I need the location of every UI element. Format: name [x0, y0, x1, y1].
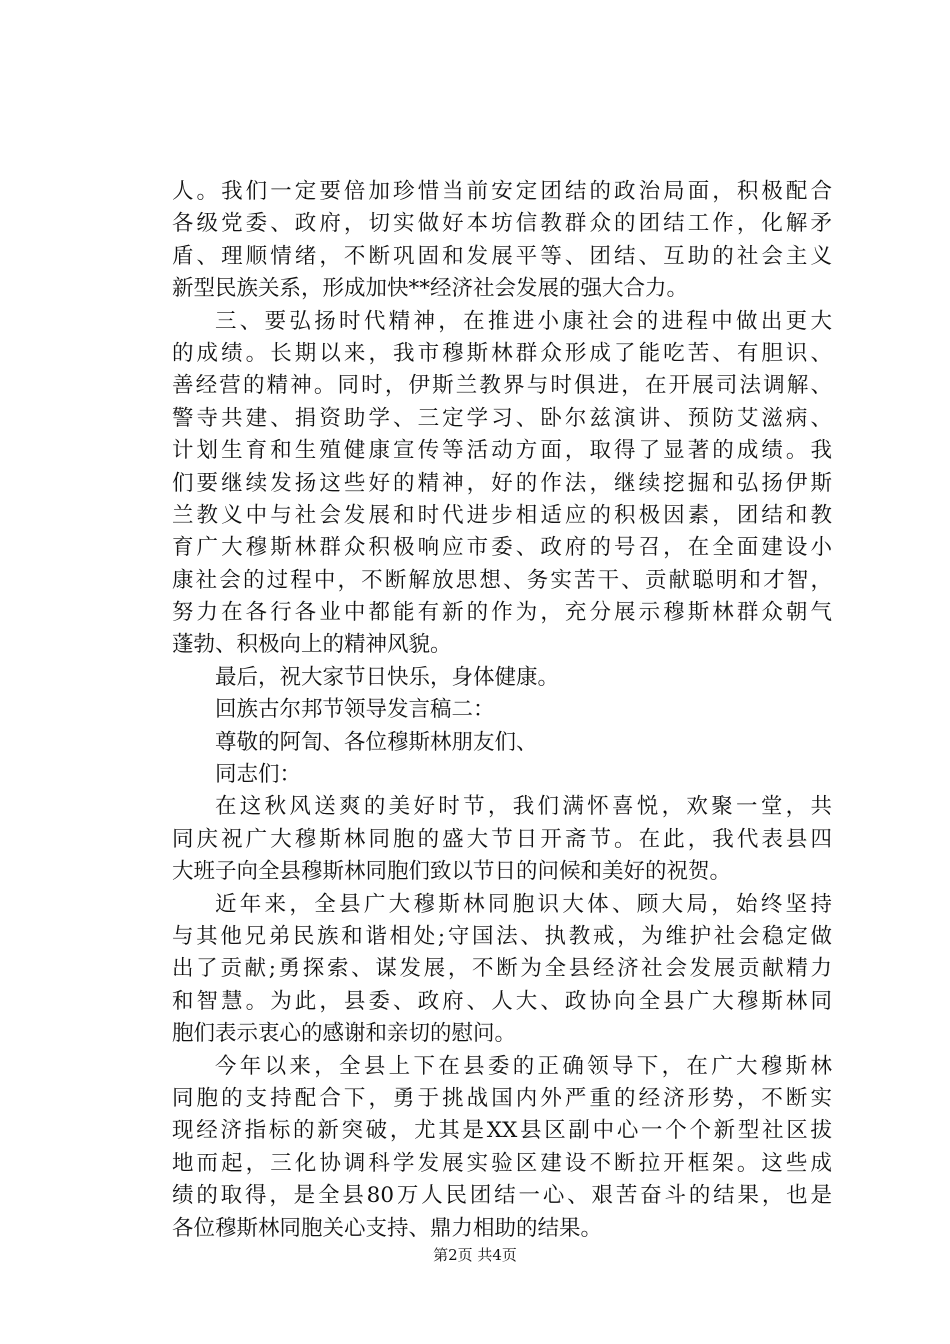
text-line: 各位穆斯林同胞关心支持、鼎力相助的结果。: [172, 1215, 603, 1241]
text-line: 盾、理顺情绪，不断巩固和发展平等、团结、互助的社会主义: [172, 243, 832, 269]
text-line: 的成绩。长期以来，我市穆斯林群众形成了能吃苦、有胆识、: [172, 340, 832, 366]
text-line: 出了贡献;勇探索、谋发展，不断为全县经济社会发展贡献精力: [172, 956, 832, 982]
text-line: 兰教义中与社会发展和时代进步相适应的积极因素，团结和教: [172, 502, 832, 528]
text-line: 绩的取得，是全县80万人民团结一心、艰苦奋斗的结果，也是: [172, 1183, 832, 1209]
text-line: 近年来，全县广大穆斯林同胞识大体、顾大局，始终坚持: [215, 891, 832, 917]
text-line: 警寺共建、捐资助学、三定学习、卧尔兹演讲、预防艾滋病、: [172, 405, 832, 431]
text-line: 各级党委、政府，切实做好本坊信教群众的团结工作，化解矛: [172, 211, 832, 237]
text-line: 地而起，三化协调科学发展实验区建设不断拉开框架。这些成: [172, 1150, 832, 1176]
text-line: 大班子向全县穆斯林同胞们致以节日的问候和美好的祝贺。: [172, 859, 732, 885]
text-line: 善经营的精神。同时，伊斯兰教界与时俱进，在开展司法调解、: [172, 373, 832, 399]
text-line: 康社会的过程中，不断解放思想、务实苦干、贡献聪明和才智，: [172, 567, 832, 593]
text-line: 在这秋风送爽的美好时节，我们满怀喜悦，欢聚一堂，共: [215, 794, 832, 820]
text-line: 努力在各行各业中都能有新的作为，充分展示穆斯林群众朝气: [172, 600, 832, 626]
text-line: 回族古尔邦节领导发言稿二：: [215, 697, 495, 723]
text-line: 尊敬的阿訇、各位穆斯林朋友们、: [215, 729, 538, 755]
text-line: 最后，祝大家节日快乐，身体健康。: [215, 664, 560, 690]
text-line: 新型民族关系，形成加快**经济社会发展的强大合力。: [172, 276, 689, 302]
text-line: 和智慧。为此，县委、政府、人大、政协向全县广大穆斯林同: [172, 988, 832, 1014]
text-line: 今年以来，全县上下在县委的正确领导下，在广大穆斯林: [215, 1053, 832, 1079]
text-line: 们要继续发扬这些好的精神，好的作法，继续挖掘和弘扬伊斯: [172, 470, 832, 496]
text-line: 胞们表示衷心的感谢和亲切的慰问。: [172, 1021, 517, 1047]
text-line: 计划生育和生殖健康宣传等活动方面，取得了显著的成绩。我: [172, 438, 832, 464]
text-line: 同胞的支持配合下，勇于挑战国内外严重的经济形势，不断实: [172, 1085, 832, 1111]
text-line: 三、要弘扬时代精神，在推进小康社会的进程中做出更大: [215, 308, 832, 334]
page-number-footer: 第2页 共4页: [433, 1246, 517, 1264]
text-line: 人。我们一定要倍加珍惜当前安定团结的政治局面，积极配合: [172, 179, 832, 204]
text-line: 同庆祝广大穆斯林同胞的盛大节日开斋节。在此，我代表县四: [172, 826, 832, 852]
text-line: 现经济指标的新突破，尤其是XX县区副中心一个个新型社区拔: [172, 1118, 832, 1144]
document-body: [172, 176, 832, 1245]
text-line: 与其他兄弟民族和谐相处;守国法、执教戒，为维护社会稳定做: [172, 923, 832, 949]
text-line: 育广大穆斯林群众积极响应市委、政府的号召，在全面建设小: [172, 535, 832, 561]
text-line: 同志们：: [215, 762, 302, 788]
text-line: 蓬勃、积极向上的精神风貌。: [172, 632, 452, 658]
